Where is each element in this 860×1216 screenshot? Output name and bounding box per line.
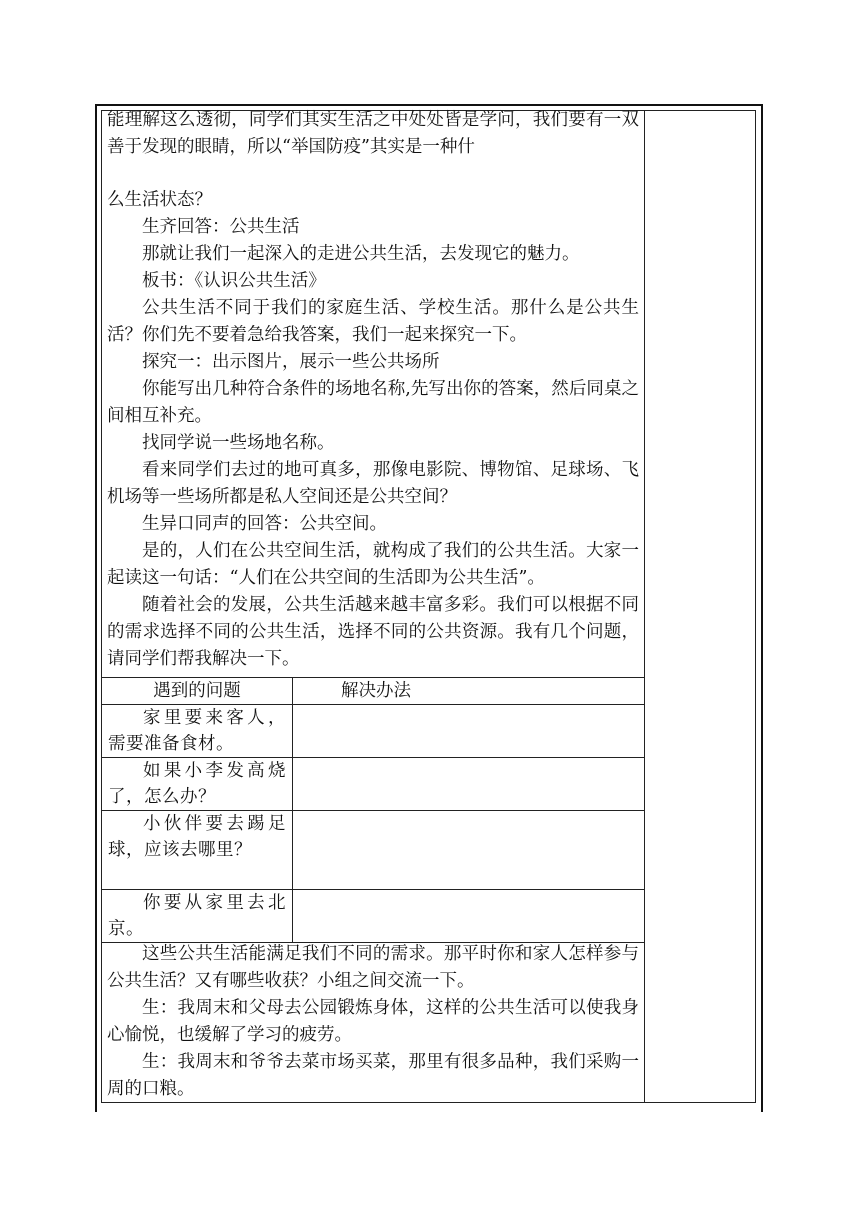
solution-cell	[293, 811, 645, 890]
paragraph: 随着社会的发展，公共生活越来越丰富多彩。我们可以根据不同的需求选择不同的公共生活，选择不同的公共资源。我有几个问题，请同学们帮我解决一下。	[107, 595, 639, 669]
problem-cell: 如果小李发高烧了，怎么办？	[102, 758, 293, 811]
solution-cell	[293, 758, 645, 811]
table-row	[102, 758, 645, 811]
paragraph: 是的，人们在公共空间生活，就构成了我们的公共生活。大家一起读这一句话：“人们在公共空间的生活即为公共生活”。	[107, 541, 639, 588]
paragraph: 那就让我们一起深入的走进公共生活，去发现它的魅力。	[142, 244, 580, 264]
solution-cell	[293, 705, 645, 758]
notes-column-cell	[645, 110, 756, 1103]
problem-cell: 小伙伴要去踢足球，应该去哪里？	[102, 811, 293, 890]
paragraph: 生：我周末和父母去公园锻炼身体，这样的公共生活可以使我身心愉悦，也缓解了学习的疲劳。	[107, 998, 639, 1045]
paragraph: 生齐回答：公共生活	[142, 217, 300, 237]
paragraph: 生异口同声的回答：公共空间。	[142, 514, 387, 534]
paragraph: 么生活状态？	[107, 190, 212, 210]
paragraph: 看来同学们去过的地可真多，那像电影院、博物馆、足球场、飞机场等一些场所都是私人空间还是公共空间？	[107, 460, 639, 507]
paragraph: 这些公共生活能满足我们不同的需求。那平时你和家人怎样参与公共生活？又有哪些收获？小组之间交流一下。	[107, 944, 639, 991]
frame-right-border	[761, 104, 763, 1112]
problem-solution-table	[101, 677, 645, 943]
frame-left-border	[95, 104, 97, 1112]
paragraph: 生：我周末和爷爷去菜市场买菜，那里有很多品种，我们采购一周的口粮。	[107, 1052, 639, 1099]
paragraph: 探究一：出示图片，展示一些公共场所	[142, 352, 440, 372]
paragraph: 找同学说一些场地名称。	[142, 433, 335, 453]
column-header-solution: 解决办法	[293, 678, 645, 705]
column-header-problem: 遇到的问题	[102, 678, 293, 705]
table-row	[102, 811, 645, 890]
problem-cell: 家里要来客人，需要准备食材。	[102, 705, 293, 758]
table-row	[102, 890, 645, 943]
lesson-text-top	[107, 107, 639, 673]
paragraph: 能理解这么透彻，同学们其实生活之中处处皆是学问，我们要有一双善于发现的眼睛，所以“举国防疫”其实是一种什	[107, 110, 639, 157]
table-header-row	[102, 678, 645, 705]
solution-cell	[293, 890, 645, 943]
lesson-text-bottom	[107, 941, 639, 1103]
table-row	[102, 705, 645, 758]
paragraph: 你能写出几种符合条件的场地名称,先写出你的答案，然后同桌之间相互补充。	[107, 379, 639, 426]
frame-top-border	[95, 104, 763, 106]
paragraph: 板书：《认识公共生活》	[142, 271, 326, 291]
problem-cell: 你要从家里去北京。	[102, 890, 293, 943]
paragraph: 公共生活不同于我们的家庭生活、学校生活。那什么是公共生活？你们先不要着急给我答案，我们一起来探究一下。	[107, 298, 639, 345]
